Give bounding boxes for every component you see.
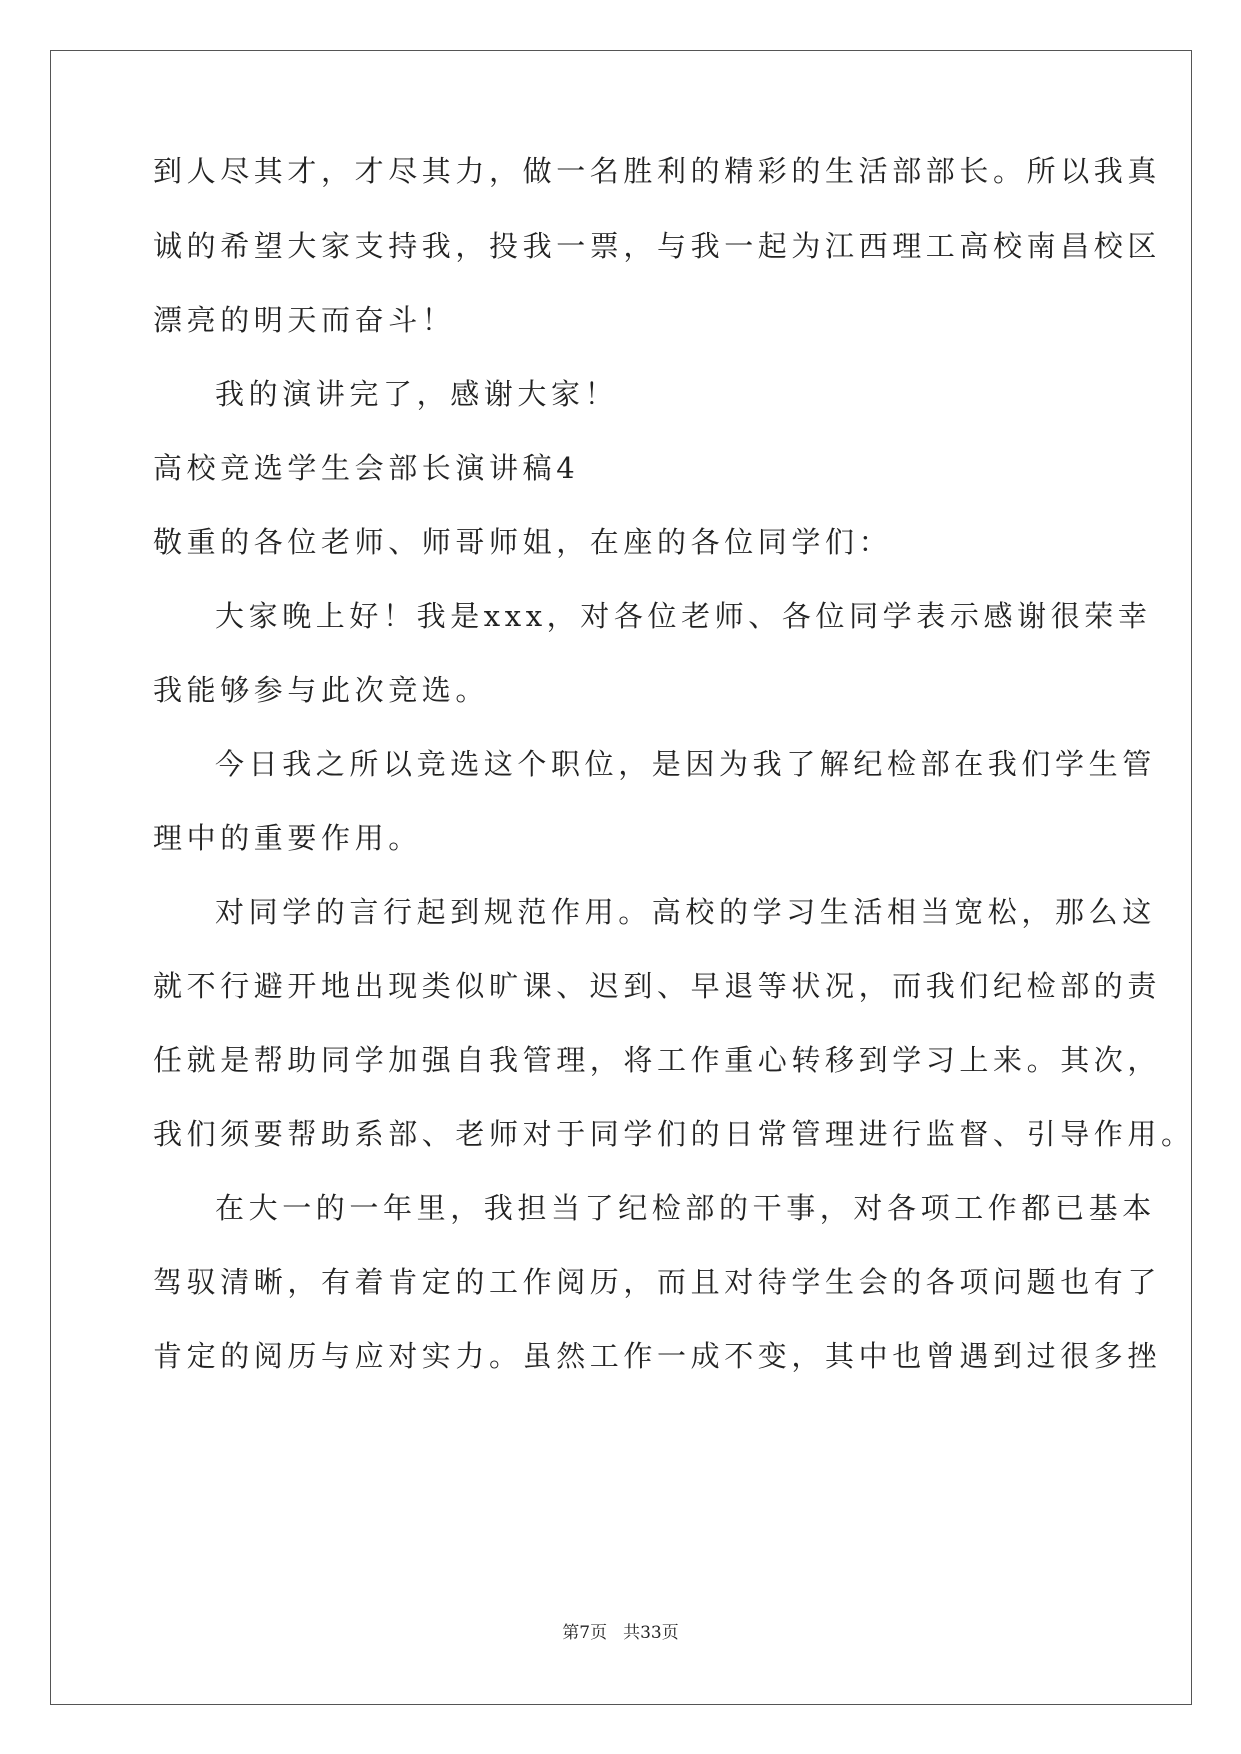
section-heading: 高校竞选学生会部长演讲稿4 (153, 451, 580, 485)
text-line: 驾驭清晰，有着肯定的工作阅历，而且对待学生会的各项问题也有了 (153, 1265, 1162, 1299)
text-line: 理中的重要作用。 (153, 821, 422, 855)
text-line: 肯定的阅历与应对实力。虽然工作一成不变，其中也曾遇到过很多挫 (153, 1339, 1162, 1373)
text-line: 我能够参与此次竞选。 (153, 673, 490, 707)
text-line: 诚的希望大家支持我，投我一票，与我一起为江西理工高校南昌校区 (153, 229, 1162, 263)
text-line: 漂亮的明天而奋斗！ (153, 303, 456, 337)
text-line: 到人尽其才，才尽其力，做一名胜利的精彩的生活部部长。所以我真 (153, 154, 1162, 188)
text-line: 就不行避开地出现类似旷课、迟到、早退等状况，而我们纪检部的责 (153, 969, 1162, 1003)
text-line: 对同学的言行起到规范作用。高校的学习生活相当宽松，那么这 (215, 895, 1156, 929)
page-footer (0, 1621, 1241, 1645)
salutation: 敬重的各位老师、师哥师姐，在座的各位同学们： (153, 525, 893, 559)
text-line: 任就是帮助同学加强自我管理，将工作重心转移到学习上来。其次， (153, 1043, 1162, 1077)
text-line: 大家晚上好！我是xxx，对各位老师、各位同学表示感谢很荣幸 (215, 599, 1152, 633)
text-line: 我的演讲完了，感谢大家！ (215, 377, 619, 411)
page-number: 第7页 (562, 1623, 608, 1643)
text-line: 在大一的一年里，我担当了纪检部的干事，对各项工作都已基本 (215, 1191, 1156, 1225)
page-total: 共33页 (623, 1623, 679, 1643)
text-line: 我们须要帮助系部、老师对于同学们的日常管理进行监督、引导作用。 (153, 1117, 1195, 1151)
page-frame (50, 50, 1192, 1705)
text-line: 今日我之所以竞选这个职位，是因为我了解纪检部在我们学生管 (215, 747, 1156, 781)
